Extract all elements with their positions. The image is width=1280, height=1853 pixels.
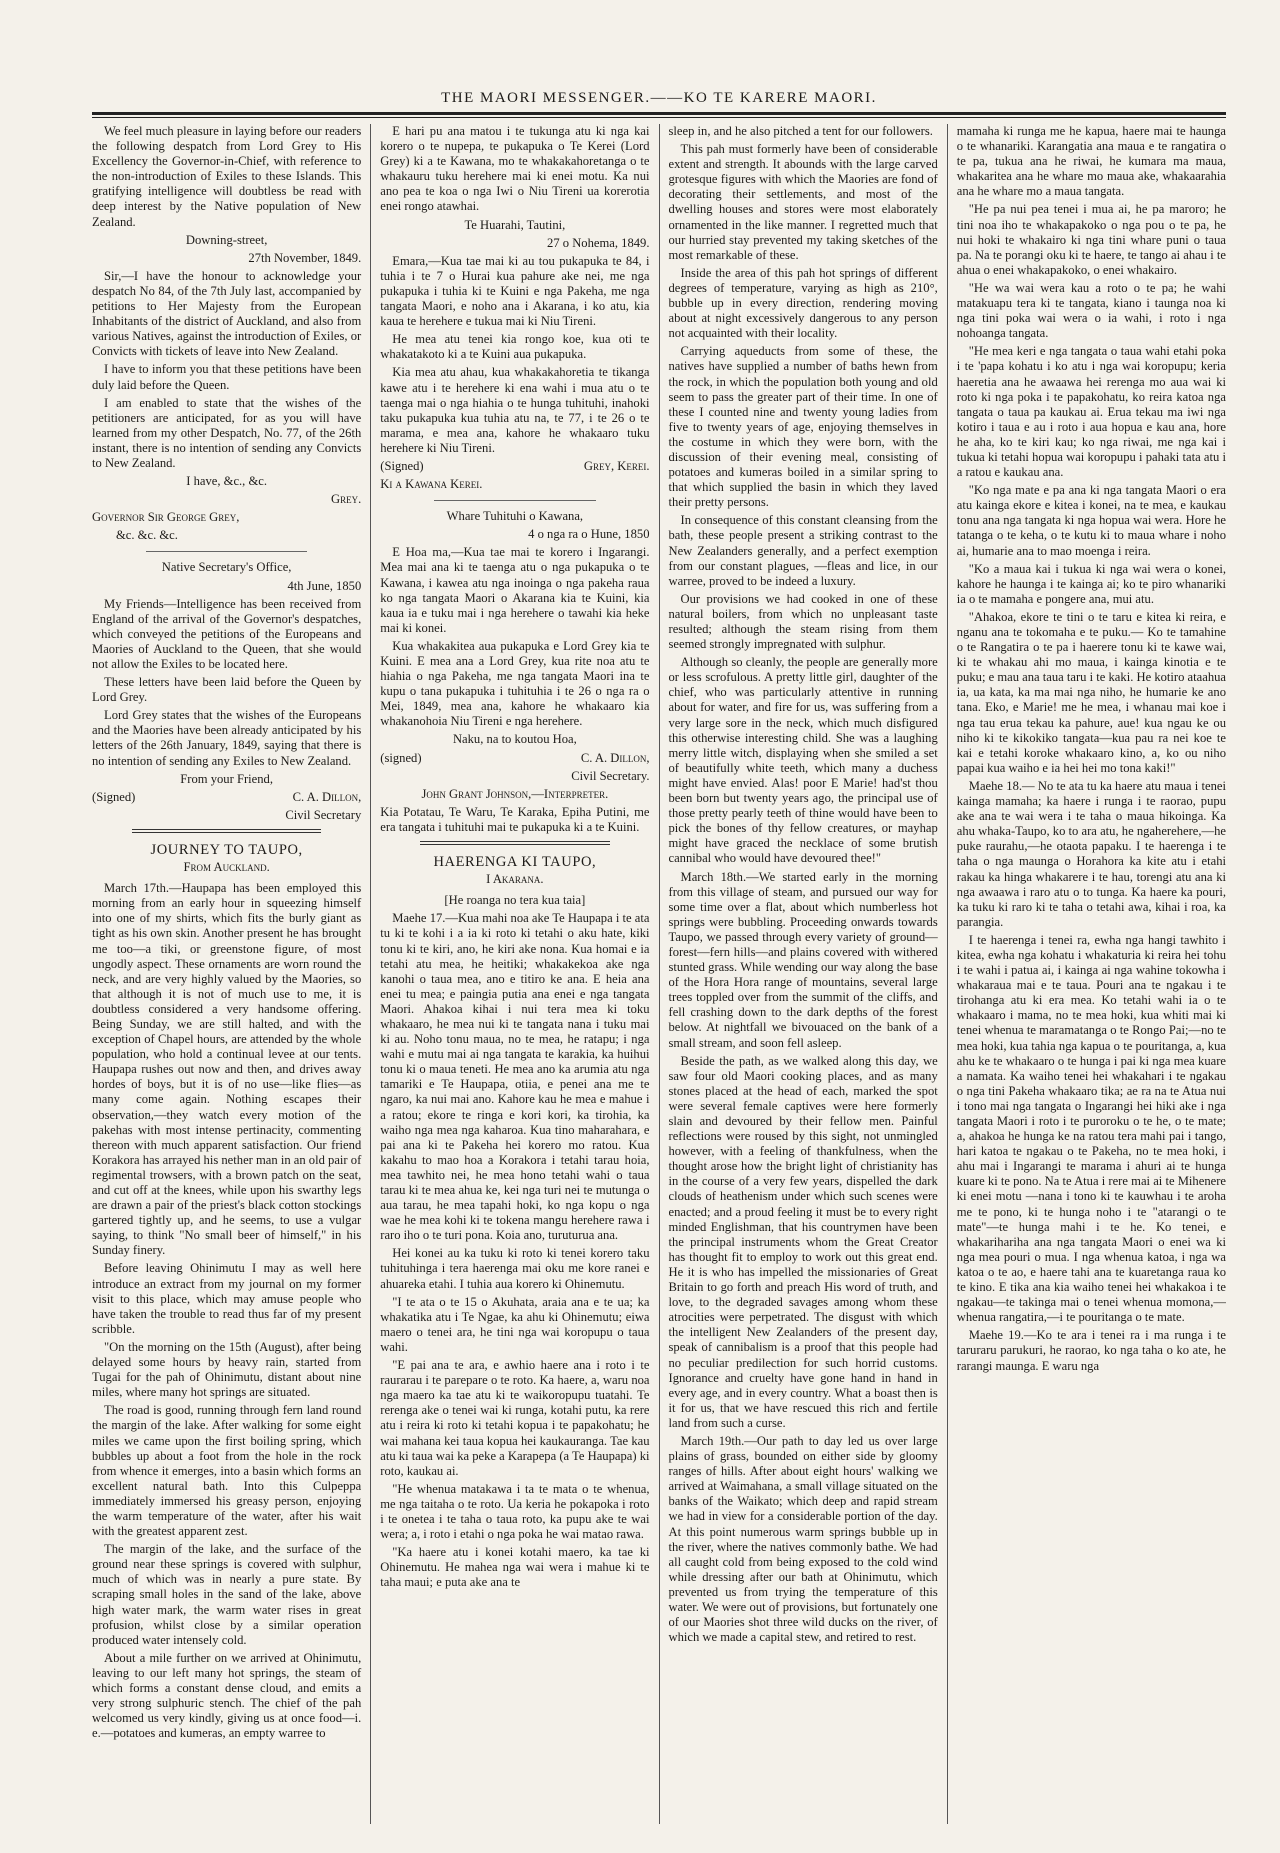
journey-continued-paragraph: In consequence of this constant cleansing from the bath, these people present a striking contrast to the New Zealanders generally, and a perfect exemption from our constant plagues, —fleas and lice, in our warree, proved to be indeed a luxury. [668, 513, 938, 588]
column-4 [947, 124, 1226, 1824]
haerenga-continued-paragraph: "Ko a maua kai i tukua ki nga wai wera o konei, kahore he haunga i te kainga ai; ko te piro whanariki ia o te mamaha e pongere ana, mui atu. [956, 561, 1226, 606]
journey-paragraph: March 17th.—Haupapa has been employed this morning from an early hour in squeezing himself into one of my shirts, which fits the burly giant as tight as his own skin. Another present he has brought me too—a tiki, or greenstone figure, of most ungodly aspect. These ornaments are worn round the neck, and are very highly valued by the Maories, so that although it is not of much use to me, it is doubtless considered a very handsome offering. Being Sunday, we are still halted, and with the exception of Chapel hours, are attended by the whole population, who hold a continual levee at our tents. Haupapa rushes out now and then, and drives away hordes of boys, but it is of no use—like flies—as many come again. Nothing escapes their observation,—they watch every motion of the pakehas with most intense pertinacity, commenting thereon with much apparent satisfaction. Our friend Korakora has arrayed his nether man in an old pair of regimental trowsers, with a brown patch on the seat, and cut off at the knees, while upon his swarthy legs are drawn a pair of the priest's black cotton stockings gartered tightly up, and he seems, to use a vulgar saying, to think "No small beer of himself," in his Sunday finery. [92, 881, 362, 1258]
dateline-place: Downing-street, [185, 232, 268, 247]
office-date: 4th June, 1850 [287, 578, 362, 593]
haerenga-paragraph: "E pai ana te ara, e awhio haere ana i roto i te raurarau i te parepare o te roto. Ka haere, a, waru noa nga maero ka tae atu ki te waikoropupu tuatahi. Te rerenga ake o tenei wai ki runga, kotahi putu, ka rere atu i reira ki roto ki tetahi kopua i te papakohatu; he wai mahana kei taua kopua hei kaukauranga. Tae kau atu ki taua wai ka peke a Karapepa (a Te Haupapa) ki roto, kaukau ai. [380, 1358, 650, 1478]
office-name: Native Secretary's Office, [161, 560, 292, 575]
journey-paragraph: The road is good, running through fern land round the margin of the lake. After walking for some eight miles we came upon the first boiling spring, which bubbles up about a foot from the hole in the rock from whence it emerges, into a basin which forms an excellent natural bath. Into this Culpeppa immediately immersed his greasy person, enjoying the warm temperature of the water, after his wait with the greatest apparent zest. [92, 1403, 362, 1539]
masthead-rule-thin [92, 117, 1226, 118]
column-1 [92, 124, 370, 1824]
letter-paragraph: These letters have been laid before the Queen by Lord Grey. [92, 675, 362, 705]
haerenga-continued-paragraph: "He mea keri e nga tangata o taua wahi etahi poka i te 'papa kohatu i ko atu i nga wai koropupu; keria haeretia ana he awaawa hei rerenga mo aua wai ki roto ki nga poka i te papakohatu, ko reira katoa nga tangata o taua pa kaukau ai. Erua tekau ma iwi nga kotiro i taua e au i roto i aua hopua e kau ana, hore he aha, ko te kiri kau; ko nga riwai, me nga kai i tukua ki tetahi hopua wai koropupu i pahaki tata atu i a ratou e kaukau ana. [956, 344, 1226, 480]
despatch-paragraph: I am enabled to state that the wishes of the petitioners are anticipated, for as you will have learned from my other Despatch, No. 77, of the 26th instant, there is no intention of sending any Convicts to New Zealand. [92, 395, 362, 470]
witnesses-line: Kia Potatau, Te Waru, Te Karaka, Epiha Putini, me era tangata i tuhituhi mai te pukapuka ki a te Kuini. [380, 804, 650, 834]
interpreter-line: John Grant Johnson,—Interpreter. [421, 786, 609, 801]
intro-paragraph-maori: E hari pu ana matou i te tukunga atu ki nga kai korero o te nupepa, te pukapuka o Te Kerei (Lord Grey) ki a te Kawana, mo te whakakahoretanga o te whakauru tuku herehere mai ki enei motu. Ka nui ano pea te koa o nga Iwi o Niu Tireni ua korerotia enei rongo atawhai. [380, 124, 650, 214]
haerenga-continued-paragraph: Maehe 19.—Ko te ara i tenei ra i ma runga i te taruraru parukuri, he raorao, ko nga taha o ko ate, he rarangi maunga. E waru nga [956, 1328, 1226, 1373]
signed-label: (Signed) [380, 458, 424, 473]
columns [92, 124, 1226, 1824]
haerenga-continued-paragraph: "Ko nga mate e pa ana ki nga tangata Maori o era atu kainga ekore e kitea i konei, na te mea, e kaukau tonu ana nga tangata ki nga hopua wai wera. Hore he tatanga o te keha, o te kutu ki to maua whare i noho ai, humarie ana to mao moenga i reira. [956, 483, 1226, 558]
letter-from-maori: Naku, na to koutou Hoa, [452, 732, 577, 747]
journey-continued-paragraph: Inside the area of this pah hot springs of different degrees of temperature, varying as high as 210°, bubble up in every direction, rendering moving about at night excessively dangerous to any person not acquainted with their locality. [668, 265, 938, 341]
journey-continued-paragraph: Beside the path, as we walked along this day, we saw four old Maori cooking places, and as many stones placed at the head of each, marked the spot were several female captives were here formerly slain and devoured by their fellow men. Painful reflections were roused by this sight, not unmingled however, with a feeling of thankfulness, when the thought arose how the bright light of christianity has in the course of a very few years, dispelled the dark clouds of heathenism under which such scenes were enacted; and a proud feeling it must be to every right minded Englishman, that his countrymen have been the principal instruments whom the Great Creator has thought fit to employ to work out this great end. He it is who has impelled the missionaries of Great Britain to go forth and preach His word of truth, and love, to the degraded savages among whom these atrocities were perpetrated. The disgust with which the intelligent New Zealanders of the present day, speak of cannibalism is a proof that this people had no peculiar predilection for such horrid customs. Ignorance and cruelty have gone hand in hand in every age, and in every country. What a boast then is it for us, that we have rescued this rich and fertile land from such a curse. [668, 1053, 938, 1430]
haerenga-paragraph: Maehe 17.—Kua mahi noa ake Te Haupapa i te ata tu ki te kohi i a ia ki roto ki tetahi o aku hate, kiki tonu ki te kiri, ano, he kiri ake nona. Kua homai e ia tetahi atu mea, he heitiki; whakakekoa ake nga kanohi o taua mea, ano e titiro ke ana. E heia ana enei tu mea; e paingia putia ana enei e nga tangata Maori. Ahakoa kihai i nui tera mea ki toku whakaaro, he mea nui ki te tangata nana i tuku mai ki au. Noho tonu maua, no te mea, he ratapu; i nga wahi e mutu mai ai nga tangata te karakia, ka huihui tonu ki o maua teneti. He mea ano ka arumia atu nga tamariki e Te Haupapa, otiia, e penei ana me te ngaro, ka nui mai ano. Kahore kau he mea e mahue i a ratou; ekore te ringa e kori kori, ka tirohia, ka waiho nga mea nga kaharoa. Kua tino maharahara, e pai ana ki te Pakeha hei korero mo ratou. Kua kakahu to mao hoa a Korakora i tetahi tarau hoia, mea tawhito nei, he mea hono tetahi wahi o taua tarau ki te mea ahua ke, kei nga turi nei te mutunga o aua tarau, he mea tapahi hoki, ko nga kopu o nga wae he mea kohi ki te tokena mangu herehere rawa i raro iho o te turi pona. Koia ano, turuturua ana. [380, 911, 650, 1243]
signed-name: C. A. Dillon, [580, 750, 650, 765]
letter-paragraph-maori: Kua whakakitea aua pukapuka e Lord Grey kia te Kuini. E mea ana a Lord Grey, kua rite noa atu te hiahia o nga Pakeha, me nga tangata Maori ina te kupu o tana pukapuka i tuhituhia i te 26 o nga ra o Mei, 1849, mea ana, kahore he whakaaro kia whakanohoia Niu Tireni e nga herehere. [380, 638, 650, 729]
journey-continued-paragraph: Although so cleanly, the people are generally more or less scrofulous. A pretty little girl, daughter of the chief, who was particularly attentive in running about for water, and fire for us, was suffering from a very large sore in the neck, which much disfigured this otherwise interesting child. She was a laughing merry little witch, displaying when she smiled a set of beautifully white teeth, which many a duchess might have envied. Alas! poor E Marie! had'st thou been born but twenty years ago, the principal use of those pretty pearly teeth of thine would have been to pick the bones of thy fellow creatures, or mayhap might have graced the necklace of some brutish cannibal who would have devoured thee!" [668, 655, 938, 866]
despatch-paragraph-maori: He mea atu tenei kia rongo koe, kua oti te whakatakoto ki a te Kuini aua pukapuka. [380, 332, 650, 362]
signed-line [92, 790, 361, 805]
letter-paragraph: Lord Grey states that the wishes of the Europeans and the Maories have been already anticipated by his letters of the 26th January, 1849, saying that there is no intention of sending any Exiles to New Zealand. [92, 708, 362, 768]
haerenga-continued-paragraph: Maehe 18.— No te ata tu ka haere atu maua i tenei kainga mamaha; ka haere i runga i te raorao, pupu ake ana te wai wera i te taha o maua hikoinga. Ka ahu whaka-Taupo, ko to ara atu, he ngaherehere,—he puke raurahu,—he otaota papaku. I te haerenga i te taha o nga maunga o Horahora ka kite atu i etahi rakau ka hinga whakarere i te hau, torengi atu ana ki nga awaawa i raro atu o to tunga. Ka haere ka pouri, ka tuku ki raro ki te taha o tetahi awa, kihai i roa, ka parangia. [956, 778, 1226, 929]
dateline-date-maori: 27 o Nohema, 1849. [547, 235, 650, 250]
signed-line-maori [380, 459, 649, 474]
haerenga-heading: HAERENGA KI TAUPO, [433, 854, 597, 871]
journey-continued-paragraph: March 19th.—Our path to day led us over large plains of grass, bounded on either side by gloomy ranges of hills. After about eight hours' walking we arrived at Waimahana, a small village situated on the banks of the Waikato; which deep and rapid stream we had in view for a considerable portion of the day. At this point numerous warm springs bubble up in the river, where the natives commonly bathe. We had all caught cold from being exposed to the cold wind while dressing after our bath at Ohinimutu, which prevented us from trying the temperature of this water. We were out of provisions, but fortunately one of our Maories shot three wild ducks on the river, of which we made a capital stew, and retired to rest. [668, 1433, 938, 1645]
letter-from: From your Friend, [180, 771, 273, 786]
addressee: Governor Sir George Grey, [92, 510, 240, 525]
letter-paragraph: My Friends—Intelligence has been received from England of the arrival of the Governor's despatches, which conveyed the petitions of the Europeans and Maories of Auckland to the Queen, that she would not allow the Exiles to be located here. [92, 596, 362, 671]
masthead-rule-thick [92, 112, 1226, 115]
addressee-etc: &c. &c. &c. [116, 528, 178, 543]
journey-heading: JOURNEY TO TAUPO, [150, 841, 303, 858]
journey-paragraph: About a mile further on we arrived at Ohinimutu, leaving to our left many hot springs, the steam of which forms a constant dense cloud, and emits a very strong sulphuric stench. The chief of the pah welcomed us very kindly, giving us at once food—i. e.—potatoes and kumeras, an empty warree to [92, 1650, 362, 1741]
journey-paragraph: "On the morning on the 15th (August), after being delayed some hours by heavy rain, started from Tugai for the pah of Ohinimutu, distant about nine miles, where many hot springs are situated. [92, 1339, 362, 1400]
dateline-date: 27th November, 1849. [248, 250, 362, 265]
masthead-title: THE MAORI MESSENGER.——KO TE KARERE MAORI. [441, 90, 877, 106]
haerenga-paragraph: Hei konei au ka tuku ki roto ki tenei korero taku tuhituhinga i tera haerenga mai oku me kore ranei e ahuareka etahi. I tuhia aua korero ki Ohinemutu. [380, 1246, 650, 1291]
signed-title: Civil Secretary. [571, 768, 650, 783]
despatch-paragraph: Sir,—I have the honour to acknowledge your despatch No 84, of the 7th July last, accompanied by petitions to Her Majesty from the European Inhabitants of the district of Auckland, and also from various Natives, against the introduction of Exiles, or Convicts with tickets of leave into New Zealand. [92, 268, 362, 359]
journey-continued-paragraph: This pah must formerly have been of considerable extent and strength. It abounds with the large carved grotesque figures with which the Maories are fond of decorating their settlements, and most of the dwelling houses and stores were most elaborately ornamented in the like manner. I regretted much that our hurried stay prevented my taking sketches of the most remarkable of these. [668, 142, 938, 262]
signed-name: C. A. Dillon, [292, 789, 362, 804]
haerenga-continued-paragraph: "Ahakoa, ekore te tini o te taru e kitea ki reira, e nganu ana te tokomaha e te puku.— Ko te tamahine o te Rangatira o te pa i haerere tonu ki te kawe wai, ki te whakau ahi mo maua, i kainga kinotia e te puku; e mau ana taua taru i te kaki. He kotiro ataahua ia, ua kata, ka ma mai nga niho, he humarie ke ano tana. Eko, e Marie! me he mea, i whanau mai koe i nga tau erua tekau ka pahure, aue! kua ngau ke ou niho ki te kikokiko tangata—kua pau ra nei koe te kai e tetahi koroke whakaaro kino, a, ko ou niho papai kua waiho e ia hei hei mo tona kaki!" [956, 609, 1226, 775]
haerenga-paragraph: "I te ata o te 15 o Akuhata, araia ana e te ua; ka whakatika atu i Te Ngae, ka ahu ki Ohinemutu; eiwa maero o tenei ara, he tini nga wai koropupu o taua wahi. [380, 1294, 650, 1354]
journey-continued-paragraph: Our provisions we had cooked in one of these natural boilers, from which no unpleasant taste resulted; although the steam rising from them seemed strongly impregnated with sulphur. [668, 591, 938, 652]
letter-paragraph-maori: E Hoa ma,—Kua tae mai te korero i Ingarangi. Mea mai ana ki te taenga atu o nga pukapuka o te Kawana, i kawea atu nga inoinga o nga pakeha raua ko nga tangata Maori o Akarana kia te Kuini, kia kaua ia e tuku mai i nga herehere o tawahi kia heke mai ki konei. [380, 545, 650, 635]
despatch-closing: I have, &c., &c. [186, 474, 268, 489]
column-2 [370, 124, 658, 1824]
intro-paragraph: We feel much pleasure in laying before our readers the following despatch from Lord Grey to His Excellency the Governor-in-Chief, with reference to the non-introduction of Exiles to these Islands. This gratifying intelligence will doubtless be read with deep interest by the Native population of New Zealand. [92, 124, 362, 229]
haerenga-subheading: I Akarana. [486, 872, 544, 887]
despatch-paragraph-maori: Kia mea atu ahau, kua whakakahoretia te tikanga kawe atu i te herehere ki ena wahi i mua atu o te taenga mai o nga hiahia o te hunga tuhituhi, inahoki taku pukapuka kua tuhia atu na, te 77, i te 26 o te marama, e mea ana, kahore he whakaaro tuku herehere ki Niu Tireni. [380, 365, 650, 455]
haerenga-paragraph: "He whenua matakawa i ta te mata o te whenua, me nga taitaha o te roto. Ua keria he pokapoka i roto i te onetea i te taha o taua roto, ka pupu ake te wai wera; a, i roto i etahi o nga poka he wai matao rawa. [380, 1481, 650, 1542]
haerenga-note: [He roanga no tera kua taia] [444, 893, 586, 908]
office-name-maori: Whare Tuhituhi o Kawana, [446, 509, 584, 524]
section-divider [146, 551, 308, 552]
journey-paragraph: Before leaving Ohinimutu I may as well here introduce an extract from my journal on my former visit to this place, which may amuse people who have taken the trouble to read thus far of my present scribble. [92, 1261, 362, 1336]
haerenga-paragraph: "Ka haere atu i konei kotahi maero, ka tae ki Ohinemutu. He mahea nga wai wera i mahue ki te taha maui; e puta ake ana te [380, 1545, 650, 1590]
signed-label: (signed) [380, 750, 422, 765]
section-divider [434, 500, 596, 501]
column-3 [659, 124, 947, 1824]
heading-rule [420, 841, 609, 845]
journey-continued-paragraph: March 18th.—We started early in the morning from this village of steam, and pursued our way for some time over a flat, about which numberless hot springs were bubbling. Proceeding onwards towards Taupo, we passed through every variety of ground—forest—fern hills—and plains covered with withered stunted grass. While wending our way along the base of the Hora Hora range of mountains, several large trees toppled over from the summit of the cliffs, and fell crashing down to the dark depths of the forest below. At nightfall we bivouaced on the bank of a small stream, and soon fell asleep. [668, 869, 938, 1050]
haerenga-continued-paragraph: "He wa wai wera kau a roto o te pa; he wahi matakuapu tera ki te tangata, kiano i taunga noa ki nga tini poka wai wera o ia wahi, i roto i nga nohoanga tangata. [956, 280, 1226, 341]
haerenga-continued-paragraph: I te haerenga i tenei ra, ewha nga hangi tawhito i kitea, ewha nga kohatu i whakaturia ki reira hei tohu i te wahi i patua ai, i kainga ai nga wahine tokowha i whakaraua mai e te taua. Pouri ana te ngakau i te tirohanga atu ki era mea. Ko tetahi wahi ia o te whakaaro i mama, no te mea hoki, kua whiti mai ki tenei whenua te maramatanga o te Rongo Pai;—no te mea hoki, kua tahia nga kapua o te pouritanga, a, kua ahu ke te whakaaro o te hunga i pai ki nga mea kuare a namata. Ka waiho tenei hei whakahari i te ngakau o nga tini Pakeha whakaaro tika; ae ra na te Atua nui i tono mai nga tangata o Ingarangi hei hiki ake i nga tangata Maori i roto i te puroroku o te he, o te mate; a, ahakoa he hunga ke na ratou tera mahi pai i tango, hari katoa te ngakau o te Pakeha, no te mea hoki, i ahu mai i Ingarangi te marama i ahuri ai te hunga kuare ki te pono. Na te Atua i rere mai ai te Mihenere ki enei motu —nana i tono ki te kauwhau i te aroha me te pono, ki te hunga noho i te "atarangi o te mate"—te hunga mahi i te he. Ko tenei, e whakarihariha ana nga tangata Maori o enei wa ki nga mea pouri o mua. I nga whenua katoa, i nga wa katoa o te ao, e haere tahi ana te kuaretanga raua ko te kino. E tika ana kia waiho tenei hei whakakoa i te ngakau—te takinga mai o tenei whenua momona,—whenua rangatira,—i te pouritanga o te mate. [956, 932, 1226, 1325]
haerenga-continued-paragraph: "He pa nui pea tenei i mua ai, he pa maroro; he tini noa iho te whakapakoko o nga pou o te pa, he nui hoki te whakairo ki nga tini whare puni o taua pa. Na te porangi oku ki te haere, te tango ai ahau i te ahua o enei whakapakoko, o enei whakairo. [956, 202, 1226, 277]
haerenga-continued-paragraph: mamaha ki runga me he kapua, haere mai te haunga o te whanariki. Karangatia ana maua e te rangatira o te pa, tukua ana he riwai, he kumara ma maua, whakaritea ana he whare mo maua ake, whakaarahia ana he whare mo a maua tangata. [956, 124, 1226, 199]
journey-continued-paragraph: Carrying aqueducts from some of these, the natives have supplied a number of baths hewn from the rock, in which the population both young and old seem to pass the greater part of their time. In one of these I counted nine and twenty young ladies from five to twenty years of age, enjoying themselves in the costume in which they were born, with the discussion of their evening meal, consisting of potatoes and kumeras boiled in a similar spring to that which supplied the basin in which they laved their pretty persons. [668, 344, 938, 510]
addressee-maori: Ki a Kawana Kerei. [380, 477, 483, 492]
journey-subheading: From Auckland. [183, 860, 270, 875]
journey-continued-paragraph: sleep in, and he also pitched a tent for our followers. [668, 124, 933, 138]
signed-label: (Signed) [92, 789, 136, 804]
signed-name: Grey, Kerei. [583, 458, 650, 473]
office-date-maori: 4 o nga ra o Hune, 1850 [528, 527, 650, 542]
despatch-paragraph: I have to inform you that these petitions have been duly laid before the Queen. [92, 362, 362, 392]
despatch-signature: Grey. [331, 492, 362, 507]
journey-paragraph: The margin of the lake, and the surface of the ground near these springs is covered with sulphur, much of which was in nearly a pure state. By scraping small holes in the sand of the lake, above high water mark, the warm water rises in great profusion, whilst close by a similar operation produced water intensely cold. [92, 1542, 362, 1647]
heading-rule [132, 829, 321, 833]
signed-line-maori-2 [380, 751, 649, 766]
despatch-paragraph-maori: Emara,—Kua tae mai ki au tou pukapuka te 84, i tuhia i te 7 o Hurai kua pahure ake nei, me nga pukapuka i tuhia ki te Kuini e nga Pakeha, me nga tangata Maori, e noho ana i Akarana, i ko atu, kia kaua te herehere e tukua mai ki Niu Tireni. [380, 253, 650, 329]
dateline-place-maori: Te Huarahi, Tautini, [464, 217, 566, 232]
signed-title: Civil Secretary [285, 807, 362, 822]
